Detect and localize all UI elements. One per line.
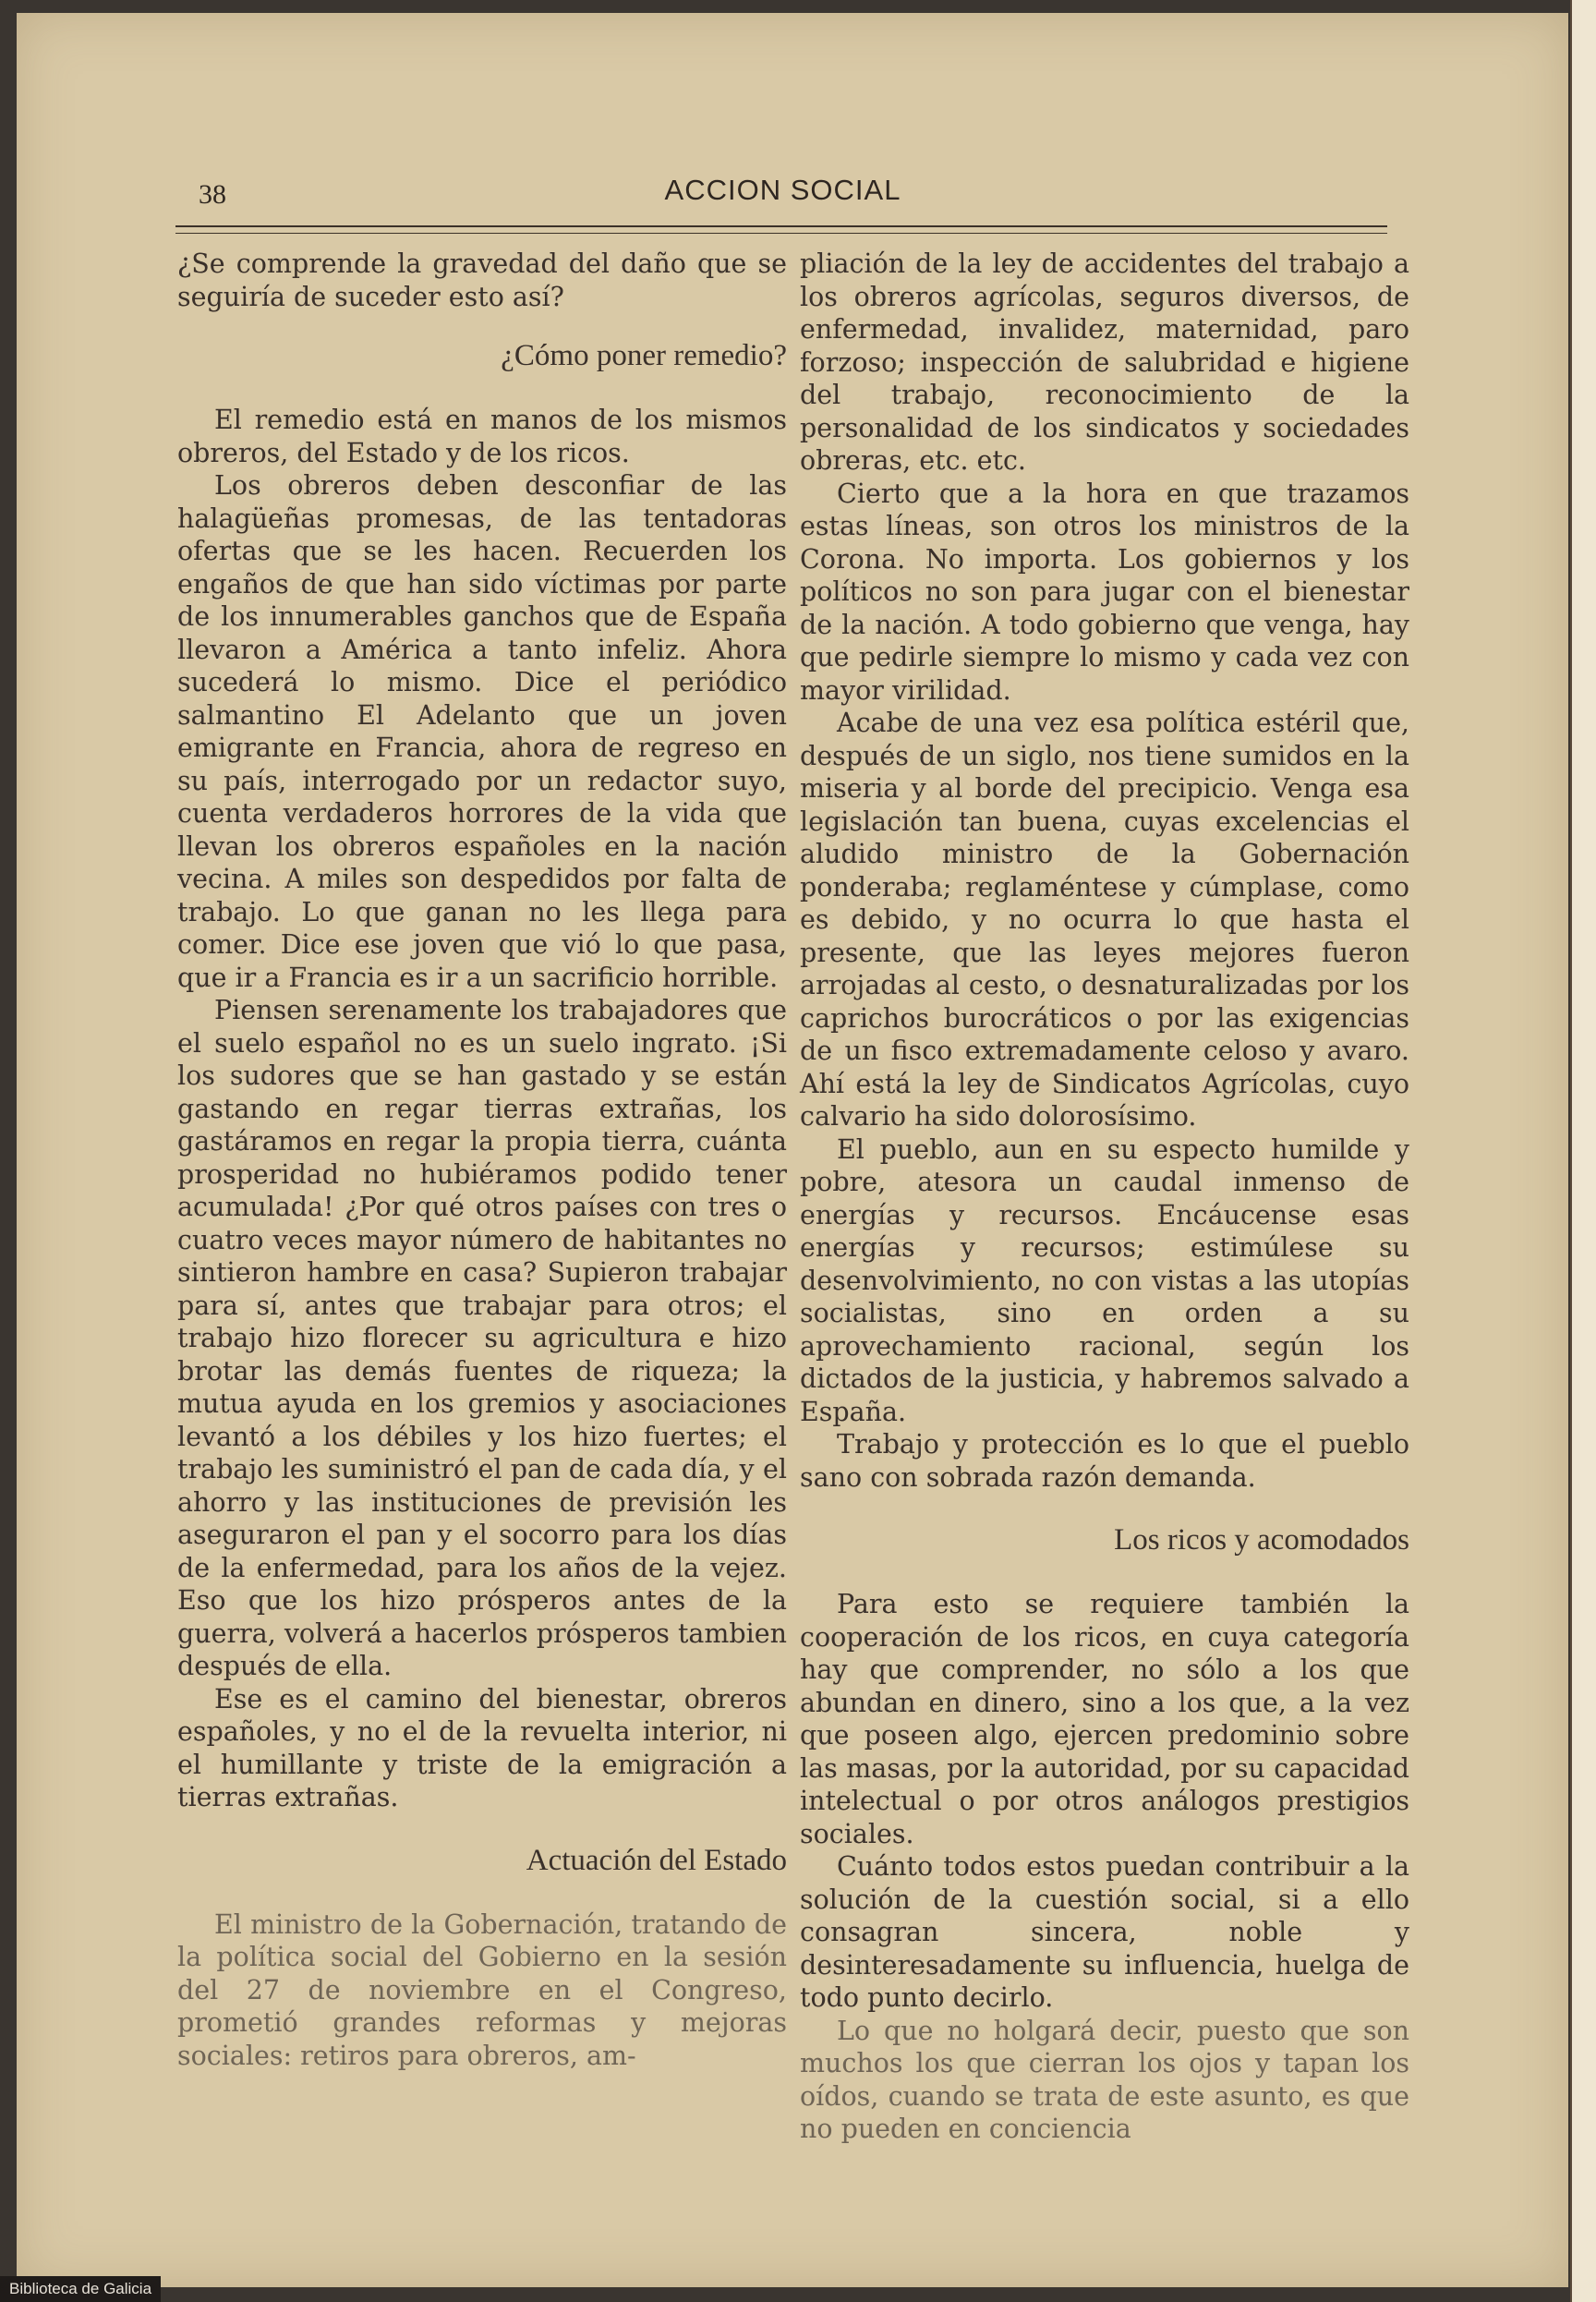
paragraph: Piensen serenamente los trabajadores que el suelo español no es un suelo ingrato. ¡Si los sudores que se han gastado y se están gastando en regar tierras extrañas, los gastáramos en regar la propia tierra, cuánta prosperidad no hubiéramos podido tener acumulada! ¿Por qué otros países con tres o cuatro veces mayor número de habitantes no sintieron hambre en casa? Supieron trabajar para sí, antes que trabajar para otros; el trabajo hizo florecer su agricultura e hizo brotar las demás fuentes de riqueza; la mutua ayuda en los gremios y asociaciones levantó a los débiles y los hizo fuertes; el trabajo les suministró el pan de cada día, y el ahorro y las instituciones de previsión les aseguraron el pan y el socorro para los días de la enfermedad, para los años de la vejez. Eso que los hizo prósperos antes de la guerra, volverá a hacerlos prósperos tambien después de ella. — [177, 995, 787, 1681]
paragraph: ¿Se comprende la gravedad del daño que se seguiría de suceder esto así? — [177, 248, 787, 312]
left-column — [177, 248, 787, 2072]
paragraph: Los obreros deben desconfiar de las halagüeñas promesas, de las tentadoras ofertas que se les hacen. Recuerden los engaños de que han sido víctimas por parte de los innumerables ganchos que de España llevaron a América a tanto infeliz. Ahora sucederá lo mismo. Dice el periódico salmantino El Adelanto que un joven emigrante en Francia, ahora de regreso en su país, interrogado por un redactor suyo, cuenta verdaderos horrores de la vida que llevan los obreros españoles en la nación vecina. A miles son despedidos por falta de trabajo. Lo que ganan no les llega para comer. Dice ese joven que vió lo que pasa, que ir a Francia es ir a un sacrificio horrible. — [177, 470, 787, 993]
paragraph: Cuánto todos estos puedan contribuir a la solución de la cuestión social, si a ello consagran sincera, noble y desinteresadamente su influencia, huelga de todo punto decirlo. — [800, 1851, 1409, 2013]
header-rule — [175, 225, 1387, 234]
paragraph: Acabe de una vez esa política estéril que, después de un siglo, nos tiene sumidos en la miseria y al borde del precipicio. Venga esa legislación tan buena, cuyas excelencias el aludido ministro de la Gobernación ponderaba; reglaméntese y cúmplase, como es debido, y no ocurra lo que hasta el presente, que las leyes mejores fueron arrojadas al cesto, o desnaturalizadas por los caprichos burocráticos o por las exigencias de un fisco extremadamente celoso y avaro. Ahí está la ley de Sindicatos Agrícolas, cuyo calvario ha sido dolorosísimo. — [800, 708, 1409, 1132]
paragraph: Ese es el camino del bienestar, obreros españoles, y no el de la revuelta interior, ni el humillante y triste de la emigración a tierras extrañas. — [177, 1683, 787, 1812]
paragraph: Para esto se requiere también la cooperación de los ricos, en cuya categoría hay que comprender, no sólo a los que abundan en dinero, sino a los que, a la vez que poseen algo, ejercen predominio sobre las masas, por la autoridad, por su capacidad intelectual o por otros análogos prestigios sociales. — [800, 1589, 1409, 1849]
page-number: 38 — [199, 179, 226, 210]
paragraph: El pueblo, aun en su especto humilde y pobre, atesora un caudal inmenso de energías y recursos. Encáucense esas energías y recursos; estimúlese su desenvolvimiento, no con vistas a las utopías socialistas, sino en orden a su aprovechamiento racional, según los dictados de la justicia, y habremos salvado a España. — [800, 1133, 1409, 1427]
section-heading: Los ricos y acomodados — [1114, 1523, 1409, 1557]
page-header — [180, 172, 1385, 218]
section-heading: Actuación del Estado — [526, 1843, 787, 1877]
paragraph: El ministro de la Gobernación, tratando de la política social del Gobierno en la sesión del 27 de noviembre en el Congreso, prometió grandes reformas y mejoras sociales: retiros para obreros, am- — [177, 1908, 787, 2071]
next-page-edge — [1570, 0, 1596, 2302]
paragraph: El remedio está en manos de los mismos obreros, del Estado y de los ricos. — [177, 405, 787, 468]
paragraph: pliación de la ley de accidentes del trabajo a los obreros agrícolas, seguros diversos, de enfermedad, invalidez, maternidad, paro forzoso; inspección de salubridad e higiene del trabajo, reconocimiento de la personalidad de los sindicatos y sociedades obreras, etc. etc. — [800, 248, 1409, 476]
source-label: Biblioteca de Galicia — [0, 2276, 161, 2302]
right-column — [800, 248, 1409, 2146]
section-heading: ¿Cómo poner remedio? — [501, 339, 787, 372]
paragraph: Trabajo y protección es lo que el pueblo sano con sobrada razón demanda. — [800, 1429, 1409, 1493]
paragraph: Lo que no holgará decir, puesto que son muchos los que cierran los ojos y tapan los oídos, cuando se trata de este asunto, es que no pueden en conciencia — [800, 2015, 1409, 2144]
running-title: ACCION SOCIAL — [664, 174, 901, 206]
paragraph: Cierto que a la hora en que trazamos estas líneas, son otros los ministros de la Corona. No importa. Los gobiernos y los políticos no son para jugar con el bienestar de la nación. A todo gobierno que venga, hay que pedirle siempre lo mismo y cada vez con mayor virilidad. — [800, 478, 1409, 706]
